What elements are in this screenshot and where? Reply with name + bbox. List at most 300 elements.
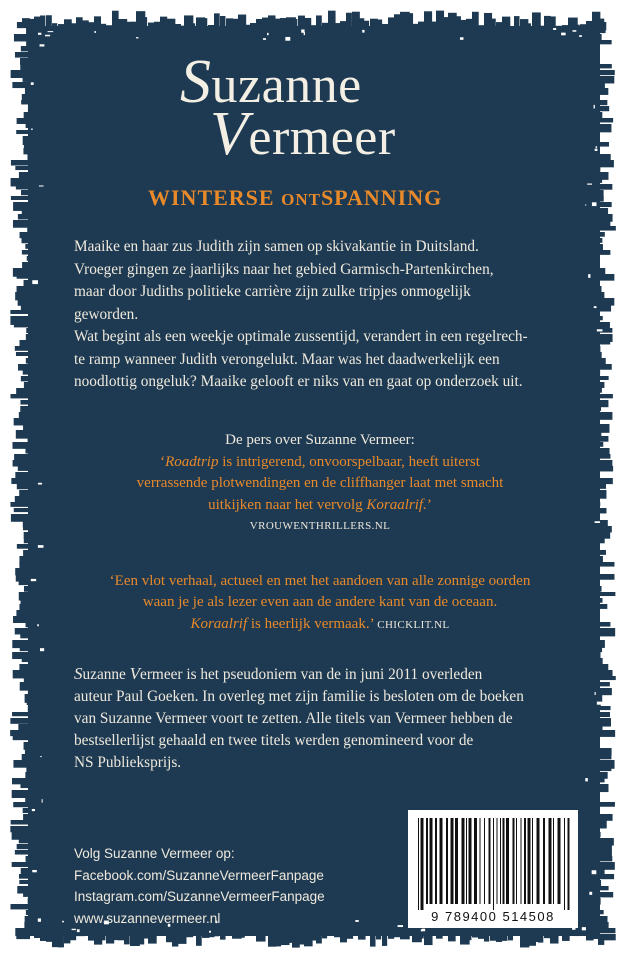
brush-stroke <box>148 934 157 944</box>
brush-stroke <box>442 934 449 936</box>
brush-stroke <box>24 532 30 539</box>
barcode-bar <box>497 818 498 904</box>
barcode-bar <box>446 818 448 904</box>
brush-stroke <box>598 646 602 652</box>
brush-stroke <box>10 904 30 909</box>
speckle <box>40 756 41 757</box>
brush-stroke <box>598 742 600 746</box>
subtitle-part1: WINTERSE <box>148 185 282 210</box>
brush-stroke <box>22 262 30 269</box>
brush-stroke <box>220 934 226 940</box>
brush-stroke <box>550 16 556 28</box>
brush-stroke <box>124 22 130 28</box>
brush-stroke <box>124 934 130 944</box>
brush-stroke <box>10 718 30 724</box>
brush-stroke <box>598 238 602 243</box>
brush-stroke <box>70 934 76 940</box>
brush-stroke <box>598 712 610 717</box>
brush-stroke <box>12 712 30 716</box>
brush-stroke <box>23 526 30 530</box>
brush-stroke <box>598 388 602 393</box>
brush-stroke <box>18 364 30 371</box>
brush-stroke <box>17 844 30 849</box>
brush-stroke <box>598 550 606 555</box>
synopsis-line: Maaike en haar zus Judith zijn samen op skivakantie in Duitsland. <box>74 238 479 255</box>
brush-stroke <box>214 13 220 28</box>
brush-stroke <box>190 934 195 935</box>
synopsis-line: maar door Judiths politieke carrière zijn zulke tripjes onmogelijk <box>74 283 471 300</box>
brush-stroke <box>598 70 615 75</box>
brush-stroke <box>20 784 30 788</box>
brush-stroke <box>598 412 612 420</box>
brush-stroke <box>100 934 105 940</box>
brush-stroke <box>15 472 30 479</box>
brush-stroke <box>598 454 610 459</box>
brush-stroke <box>598 226 616 231</box>
speckle <box>582 927 586 930</box>
brush-stroke <box>574 934 581 936</box>
brush-stroke <box>112 11 119 28</box>
speckle <box>31 82 34 85</box>
brush-stroke <box>574 25 580 28</box>
brush-stroke <box>21 376 30 381</box>
brush-stroke <box>13 736 30 740</box>
barcode-bar <box>466 818 467 904</box>
brush-stroke <box>316 15 322 28</box>
brush-stroke <box>598 538 605 543</box>
speckle <box>38 918 41 921</box>
brush-stroke <box>12 652 30 659</box>
brush-stroke <box>26 910 30 915</box>
brush-stroke <box>214 934 219 936</box>
brush-stroke <box>598 40 612 44</box>
speckle <box>31 579 36 581</box>
brush-stroke <box>10 502 30 507</box>
brush-stroke <box>478 25 485 28</box>
brush-stroke <box>10 394 30 398</box>
speckle <box>421 929 423 931</box>
barcode-bar <box>474 818 477 904</box>
barcode-bar <box>430 818 433 904</box>
brush-stroke <box>472 934 478 937</box>
brush-stroke <box>23 808 30 813</box>
speckle <box>62 921 64 923</box>
barcode-bar <box>521 818 522 904</box>
brush-stroke <box>100 24 106 28</box>
brush-stroke <box>598 394 613 398</box>
brush-stroke <box>26 124 30 128</box>
brush-stroke <box>466 934 471 940</box>
brush-stroke <box>598 274 614 281</box>
quote-book-title: Roadtrip <box>165 453 219 470</box>
speckle <box>38 483 42 485</box>
brush-stroke <box>598 892 613 897</box>
brush-stroke <box>14 322 30 327</box>
brush-stroke <box>484 934 489 942</box>
barcode-bar <box>558 818 561 904</box>
barcode-bar <box>543 818 545 904</box>
brush-stroke <box>19 412 30 418</box>
brush-stroke <box>358 18 364 28</box>
brush-stroke <box>17 484 30 489</box>
synopsis-line: Wat begint als een weekje optimale zussentijd, verandert in een regelrech- <box>74 328 528 345</box>
brush-stroke <box>598 184 612 190</box>
brush-stroke <box>376 20 382 28</box>
brush-stroke <box>190 23 195 28</box>
brush-stroke <box>15 346 30 351</box>
brush-stroke <box>598 490 606 499</box>
speckle <box>362 30 364 33</box>
brush-stroke <box>28 688 30 695</box>
brush-stroke <box>18 214 30 219</box>
brush-stroke <box>24 538 30 543</box>
speckle <box>589 892 592 895</box>
brush-stroke <box>24 280 30 286</box>
brush-stroke <box>598 592 615 596</box>
barcode-bar <box>524 818 526 904</box>
brush-stroke <box>142 934 149 939</box>
brush-stroke <box>11 160 30 166</box>
barcode-bar <box>564 818 565 910</box>
brush-stroke <box>21 868 30 875</box>
speckle <box>585 204 586 205</box>
brush-stroke <box>40 15 45 28</box>
brush-stroke <box>598 562 614 567</box>
brush-stroke <box>598 148 600 154</box>
brush-stroke <box>598 622 610 627</box>
barcode-bar <box>503 818 505 904</box>
speckle <box>136 37 138 38</box>
brush-stroke <box>598 832 601 837</box>
speckle <box>592 202 597 206</box>
brush-stroke <box>598 604 607 609</box>
brush-stroke <box>598 532 610 539</box>
brush-stroke <box>94 16 101 28</box>
brush-stroke <box>27 700 30 705</box>
author-line1-rest: uzanne <box>211 57 362 114</box>
speckle <box>209 931 211 933</box>
brush-stroke <box>490 19 496 28</box>
brush-stroke <box>370 934 376 947</box>
brush-stroke <box>340 934 347 942</box>
barcode-bar <box>455 818 458 904</box>
brush-stroke <box>15 850 30 855</box>
brush-stroke <box>556 934 563 936</box>
brush-stroke <box>18 466 30 471</box>
speckle <box>355 920 358 922</box>
brush-stroke <box>598 724 603 731</box>
brush-stroke <box>598 166 600 172</box>
brush-stroke <box>454 16 461 28</box>
brush-stroke <box>24 142 30 149</box>
brush-stroke <box>346 13 352 28</box>
barcode-bar <box>549 818 552 904</box>
barcode-bar <box>469 818 472 904</box>
brush-stroke <box>598 280 599 285</box>
speckle <box>588 274 590 278</box>
brush-stroke <box>598 484 606 489</box>
brush-stroke <box>598 382 604 388</box>
brush-stroke <box>20 646 30 651</box>
brush-stroke <box>598 598 602 603</box>
speckle <box>42 799 43 803</box>
brush-stroke <box>598 160 614 167</box>
brush-stroke <box>598 802 615 807</box>
author-bio: Suzanne Vermeer is het pseudoniem van de in juni 2011 overleden auteur Paul Goeken. In overleg met zijn familie is besloten om de boeken van Suzanne Vermeer voort te zetten. Alle titels van Vermeer hebben de bestsellerlijst gehaald en twee titels werden genomineerd voor de NS Publieksprijs. <box>74 664 524 771</box>
barcode-bar <box>426 818 428 904</box>
brush-stroke <box>598 502 600 506</box>
brush-stroke <box>244 934 249 935</box>
speckle <box>39 185 44 186</box>
quote-book-title: Koraalrif <box>190 615 248 632</box>
brush-stroke <box>12 82 30 88</box>
brush-stroke <box>598 244 603 250</box>
brush-stroke <box>27 154 30 161</box>
press-reviews <box>80 430 560 636</box>
brush-stroke <box>598 118 613 122</box>
brush-stroke <box>598 778 605 782</box>
brush-stroke <box>598 628 615 636</box>
review-quote-1: ‘Roadtrip is intrigerend, onvoorspelbaar, heeft uiterst verrassende plotwendingen en de cliffhanger laat met smacht uitkijken naar het vervolg Koraalrif.’ <box>136 453 504 513</box>
barcode-bar <box>493 818 494 910</box>
brush-stroke <box>598 514 600 520</box>
brush-stroke <box>21 100 30 104</box>
brush-stroke <box>352 934 358 935</box>
brush-stroke <box>532 12 541 28</box>
brush-stroke <box>556 26 562 28</box>
barcode-bar <box>418 818 419 910</box>
brush-stroke <box>568 934 575 935</box>
brush-stroke <box>598 706 611 710</box>
brush-stroke <box>25 448 30 453</box>
instagram-link: Instagram.com/SuzanneVermeerFanpage <box>74 889 325 904</box>
brush-stroke <box>598 28 606 33</box>
brush-stroke <box>46 15 52 28</box>
brush-stroke <box>598 460 612 466</box>
brush-stroke <box>502 934 507 941</box>
speckle <box>594 306 597 308</box>
brush-stroke <box>598 754 611 759</box>
synopsis <box>74 236 574 394</box>
brush-stroke <box>598 106 609 111</box>
brush-stroke <box>598 574 614 580</box>
barcode-bar <box>506 818 509 904</box>
speckle <box>32 280 38 284</box>
brush-stroke <box>310 25 317 28</box>
brush-stroke <box>24 676 30 683</box>
brush-stroke <box>19 580 30 585</box>
brush-stroke <box>598 898 601 905</box>
brush-stroke <box>598 100 607 105</box>
brush-stroke <box>26 622 30 627</box>
brush-stroke <box>28 898 30 904</box>
brush-stroke <box>238 934 245 938</box>
brush-stroke <box>21 190 30 195</box>
brush-stroke <box>20 340 30 347</box>
author-initial-v: V <box>210 100 249 168</box>
brush-stroke <box>26 28 30 34</box>
brush-stroke <box>23 148 30 154</box>
brush-stroke <box>598 916 607 923</box>
synopsis-line: noodlottig ongeluk? Maaike gelooft er niks van en gaat op onderzoek uit. <box>74 373 523 390</box>
speckle <box>597 329 603 331</box>
brush-stroke <box>20 232 30 238</box>
brush-stroke <box>598 676 616 680</box>
brush-stroke <box>250 23 257 28</box>
brush-stroke <box>490 934 497 941</box>
brush-stroke <box>598 124 611 132</box>
brush-stroke <box>544 16 551 28</box>
barcode-bars <box>408 810 578 910</box>
follow-heading: Volg Suzanne Vermeer op: <box>74 846 235 861</box>
brush-stroke <box>598 790 599 796</box>
brush-stroke <box>20 400 30 405</box>
brush-stroke <box>20 598 30 605</box>
review-source-2: CHICKLIT.NL <box>377 618 450 631</box>
brush-stroke <box>34 17 41 28</box>
speckle <box>45 35 50 37</box>
brush-stroke <box>598 52 599 58</box>
speckle <box>32 809 35 811</box>
brush-stroke <box>76 17 83 28</box>
synopsis-line: Vroeger gingen ze jaarlijks naar het gebied Garmisch-Partenkirchen, <box>74 260 494 278</box>
brush-stroke <box>598 88 608 95</box>
brush-stroke <box>25 244 30 249</box>
brush-stroke <box>514 16 519 28</box>
brush-stroke <box>598 256 600 263</box>
speckle <box>40 44 45 46</box>
brush-stroke <box>22 250 30 255</box>
speckle <box>595 692 596 695</box>
brush-stroke <box>598 772 608 779</box>
brush-stroke <box>538 934 543 943</box>
brush-stroke <box>598 478 613 484</box>
brush-stroke <box>16 184 30 189</box>
brush-stroke <box>19 874 30 879</box>
brush-stroke <box>88 934 94 941</box>
brush-stroke <box>376 934 381 939</box>
brush-stroke <box>208 25 215 28</box>
isbn-number: 9 789400 514508 <box>431 909 555 924</box>
brush-stroke <box>292 19 297 28</box>
barcode-bar <box>553 818 554 904</box>
speckle <box>304 32 305 35</box>
barcode-bar <box>516 818 517 904</box>
brush-stroke <box>496 934 502 942</box>
facebook-link: Facebook.com/SuzanneVermeerFanpage <box>74 867 324 883</box>
brush-stroke <box>598 232 605 237</box>
review-source-1: VROUWENTHRILLERS.NL <box>249 520 391 532</box>
brush-stroke <box>64 934 70 943</box>
barcode-bar <box>435 818 437 904</box>
brush-stroke <box>19 880 30 884</box>
brush-stroke <box>580 24 587 28</box>
brush-stroke <box>598 178 602 183</box>
brush-stroke <box>316 934 322 943</box>
barcode-bar <box>532 818 533 904</box>
brush-stroke <box>472 12 479 28</box>
subtitle-part3: SPANNING <box>320 185 443 210</box>
speckle <box>263 38 266 40</box>
barcode-bar <box>480 818 481 904</box>
brush-stroke <box>526 23 531 28</box>
brush-stroke <box>14 508 30 512</box>
brush-stroke <box>16 130 30 134</box>
barcode-bar <box>440 818 443 904</box>
review-quote-2: ‘Een vlot verhaal, actueel en met het aandoen van alle zonnige oorden waan je je als lezer even aan de andere kant van de oceaan. Koraalrif is heerlijk vermaak.’ CHICKLIT.NL <box>109 572 531 632</box>
speckle <box>398 925 403 927</box>
brush-stroke <box>13 616 30 623</box>
speckle <box>48 31 54 32</box>
brush-stroke <box>598 304 611 312</box>
barcode-bar <box>451 818 454 904</box>
brush-stroke <box>598 784 608 792</box>
author-initial-s: S <box>180 48 212 116</box>
brush-stroke <box>11 196 30 200</box>
brush-stroke <box>598 874 614 879</box>
brush-stroke <box>19 838 30 843</box>
barcode-bar <box>421 818 424 910</box>
brush-stroke <box>598 340 610 344</box>
speckle <box>77 929 80 932</box>
brush-stroke <box>13 802 30 807</box>
brush-stroke <box>10 826 30 832</box>
brush-stroke <box>15 52 30 58</box>
speckle <box>37 624 39 626</box>
brush-stroke <box>10 310 30 314</box>
brush-stroke <box>21 46 30 51</box>
speckle <box>285 37 290 41</box>
speckle <box>38 33 41 35</box>
barcode-bar <box>462 818 465 904</box>
brush-stroke <box>598 142 609 147</box>
brush-stroke <box>598 262 599 269</box>
synopsis-line: geworden. <box>74 305 139 323</box>
brush-stroke <box>17 118 30 124</box>
brush-stroke <box>15 628 30 634</box>
brush-stroke <box>196 934 202 946</box>
brush-stroke <box>598 376 609 380</box>
speckle <box>553 28 556 30</box>
website-link: www.suzannevermeer.nl <box>74 910 221 926</box>
brush-stroke <box>19 490 30 496</box>
brush-stroke <box>208 934 214 937</box>
brush-stroke <box>388 934 394 939</box>
brush-stroke <box>26 328 30 333</box>
speckle <box>94 31 96 33</box>
brush-stroke <box>598 904 600 909</box>
brush-stroke <box>11 820 30 825</box>
brush-stroke <box>388 17 394 28</box>
brush-stroke <box>418 934 424 938</box>
speckle <box>572 30 576 32</box>
brush-stroke <box>22 238 30 243</box>
brush-stroke <box>52 23 57 28</box>
brush-stroke <box>12 442 30 449</box>
brush-stroke <box>598 268 605 275</box>
brush-stroke <box>322 934 327 938</box>
brush-stroke <box>538 26 545 28</box>
press-heading: De pers over Suzanne Vermeer: <box>225 432 415 448</box>
brush-stroke <box>598 616 599 623</box>
brush-stroke <box>28 706 30 712</box>
brush-stroke <box>598 196 604 202</box>
brush-stroke <box>598 586 602 592</box>
brush-stroke <box>12 778 30 784</box>
subtitle-part2: ONT <box>281 190 321 209</box>
brush-stroke <box>562 25 568 28</box>
brush-stroke <box>598 886 609 890</box>
